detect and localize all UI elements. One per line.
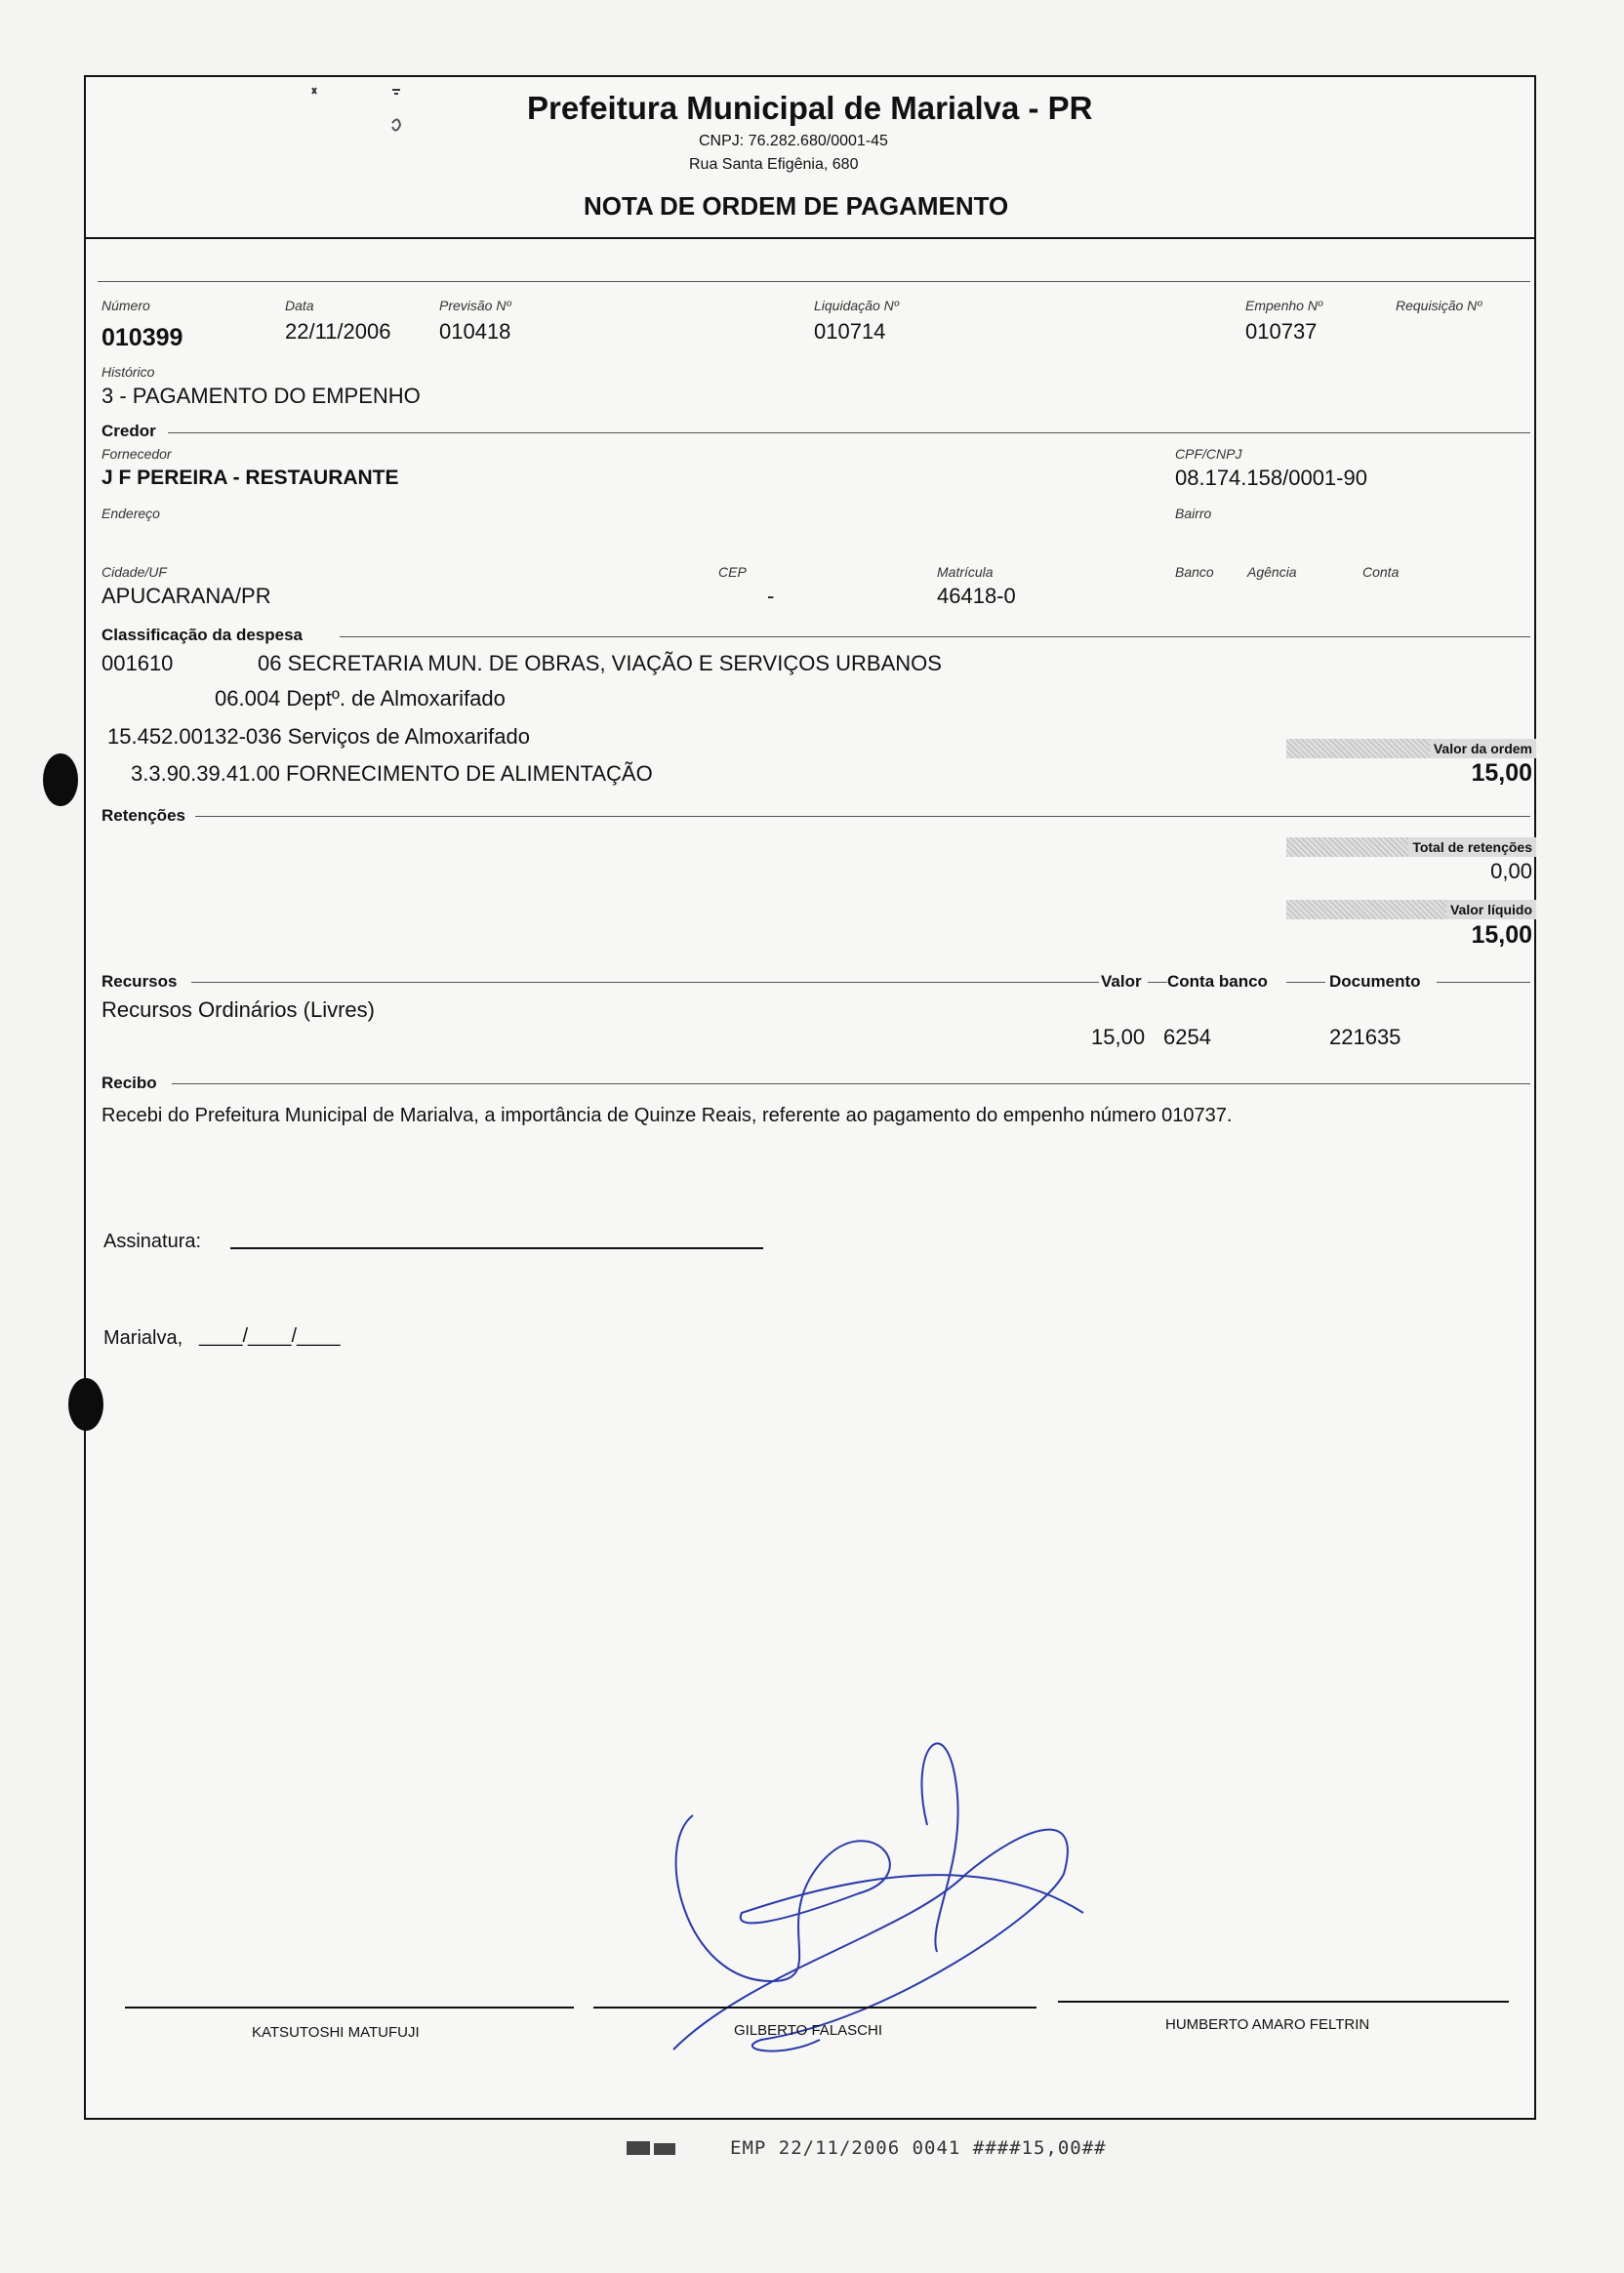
total-retencoes-header [1286, 837, 1536, 857]
label-total-retencoes: Total de retenções [1408, 837, 1536, 857]
recurso-conta-banco: 6254 [1163, 1025, 1211, 1049]
label-matricula: Matrícula [937, 564, 994, 580]
label-bairro: Bairro [1175, 506, 1212, 521]
label-documento: Documento [1329, 972, 1421, 991]
date-blank: ____/____/____ [199, 1325, 341, 1347]
label-cidade-uf: Cidade/UF [102, 564, 167, 580]
signature-line [230, 1247, 763, 1249]
recibo-text: Recebi do Prefeitura Municipal de Marialva, a importância de Quinze Reais, referente ao pagamento do empenho número 010737. [102, 1105, 1233, 1126]
divider [1148, 982, 1167, 983]
cpf-cnpj-value: 08.174.158/0001-90 [1175, 466, 1367, 490]
handwritten-signature [634, 1727, 1122, 2118]
total-retencoes: 0,00 [1490, 859, 1532, 883]
historico-value: 3 - PAGAMENTO DO EMPENHO [102, 384, 421, 408]
programa: 15.452.00132-036 Serviços de Almoxarifado [107, 724, 530, 749]
cep-value: - [767, 584, 775, 608]
coat-of-arms-icon [303, 82, 420, 150]
fornecedor-name: J F PEREIRA - RESTAURANTE [102, 467, 399, 489]
label-valor-ordem: Valor da ordem [1430, 739, 1536, 758]
valor-ordem-header [1286, 739, 1536, 758]
section-recursos: Recursos [102, 972, 178, 991]
stamp-mark [654, 2143, 675, 2155]
signatory-1: KATSUTOSHI MATUFUJI [252, 2024, 420, 2041]
document-title: NOTA DE ORDEM DE PAGAMENTO [584, 191, 1009, 221]
label-valor-liquido: Valor líquido [1446, 900, 1536, 919]
label-data: Data [285, 298, 314, 313]
divider [195, 816, 1530, 817]
punch-hole [43, 753, 78, 806]
label-assinatura: Assinatura: [103, 1231, 202, 1252]
departamento: 06.004 Deptº. de Almoxarifado [215, 686, 506, 710]
signature-line [1058, 2001, 1509, 2003]
valor-liquido-header [1286, 900, 1536, 919]
divider [1286, 982, 1325, 983]
label-conta: Conta [1362, 564, 1400, 580]
signature-line [593, 2007, 1036, 2009]
divider [98, 281, 1530, 282]
label-agencia: Agência [1247, 564, 1297, 580]
divider [168, 432, 1530, 433]
section-credor: Credor [102, 422, 156, 440]
page-title: Prefeitura Municipal de Marialva - PR [527, 90, 1093, 126]
label-fornecedor: Fornecedor [102, 446, 172, 462]
previsao-number: 010418 [439, 319, 511, 344]
signatory-3: HUMBERTO AMARO FELTRIN [1165, 2016, 1370, 2033]
divider [172, 1083, 1530, 1084]
valor-liquido: 15,00 [1471, 921, 1532, 949]
signature-line [125, 2007, 574, 2009]
liquidacao-number: 010714 [814, 319, 886, 344]
label-endereco: Endereço [102, 506, 160, 521]
label-requisicao: Requisição Nº [1396, 298, 1482, 313]
label-previsao: Previsão Nº [439, 298, 511, 313]
valor-ordem: 15,00 [1471, 759, 1532, 787]
divider [340, 636, 1530, 637]
order-date: 22/11/2006 [285, 319, 391, 344]
label-historico: Histórico [102, 364, 155, 380]
section-recibo: Recibo [102, 1074, 157, 1092]
punch-hole [68, 1378, 103, 1431]
recurso-valor: 15,00 [1091, 1025, 1146, 1049]
empenho-number: 010737 [1245, 319, 1318, 344]
cidade-uf-value: APUCARANA/PR [102, 584, 271, 608]
label-cpf-cnpj: CPF/CNPJ [1175, 446, 1242, 462]
divider [191, 982, 1099, 983]
label-cep: CEP [718, 564, 747, 580]
matricula-value: 46418-0 [937, 584, 1016, 608]
address-header: Rua Santa Efigênia, 680 [689, 156, 859, 173]
section-retencoes: Retenções [102, 806, 185, 825]
order-number: 010399 [102, 324, 183, 351]
stamp-mark [627, 2141, 650, 2155]
secretaria: 06 SECRETARIA MUN. DE OBRAS, VIAÇÃO E SERVIÇOS URBANOS [258, 651, 942, 675]
label-liquidacao: Liquidação Nº [814, 298, 899, 313]
label-numero: Número [102, 298, 150, 313]
label-banco: Banco [1175, 564, 1214, 580]
elemento-despesa: 3.3.90.39.41.00 FORNECIMENTO DE ALIMENTAÇÃO [131, 761, 653, 786]
classificacao-code: 001610 [102, 651, 174, 675]
payment-stamp: EMP 22/11/2006 0041 ####15,00## [730, 2137, 1107, 2159]
label-conta-banco: Conta banco [1167, 972, 1268, 991]
recurso-nome: Recursos Ordinários (Livres) [102, 997, 375, 1022]
recurso-documento: 221635 [1329, 1025, 1401, 1049]
section-classificacao: Classificação da despesa [102, 626, 304, 644]
label-empenho: Empenho Nº [1245, 298, 1323, 313]
label-marialva: Marialva, [103, 1327, 183, 1349]
signatory-2: GILBERTO FALASCHI [734, 2022, 882, 2039]
divider [1437, 982, 1530, 983]
label-valor: Valor [1101, 972, 1142, 991]
cnpj-header: CNPJ: 76.282.680/0001-45 [699, 133, 888, 149]
